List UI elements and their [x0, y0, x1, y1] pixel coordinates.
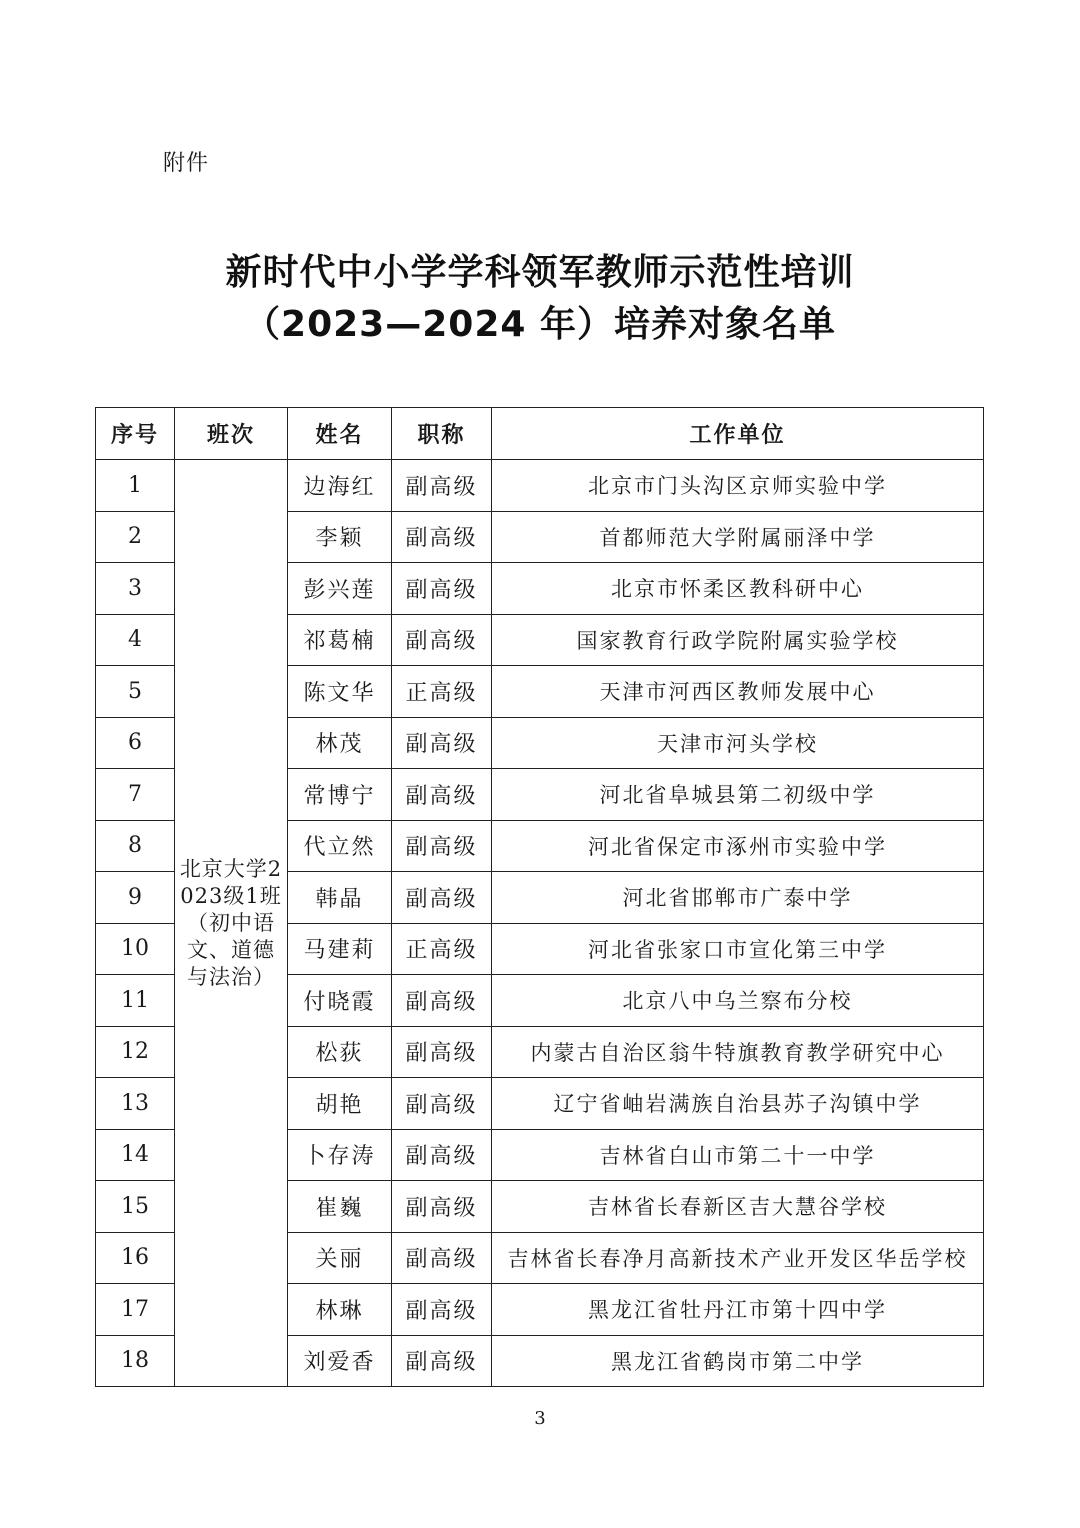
professional-title: 副高级 [392, 511, 492, 563]
professional-title: 副高级 [392, 460, 492, 512]
person-name: 李颖 [288, 511, 392, 563]
person-name: 彭兴莲 [288, 563, 392, 615]
work-unit: 首都师范大学附属丽泽中学 [492, 511, 984, 563]
person-name: 马建莉 [288, 923, 392, 975]
work-unit: 北京八中乌兰察布分校 [492, 975, 984, 1027]
row-number: 4 [96, 614, 175, 666]
row-number: 2 [96, 511, 175, 563]
professional-title: 副高级 [392, 1078, 492, 1130]
row-number: 1 [96, 460, 175, 512]
person-name: 祁葛楠 [288, 614, 392, 666]
work-unit: 吉林省白山市第二十一中学 [492, 1129, 984, 1181]
work-unit: 吉林省长春净月高新技术产业开发区华岳学校 [492, 1232, 984, 1284]
column-header-title: 职称 [392, 408, 492, 460]
professional-title: 正高级 [392, 666, 492, 718]
work-unit: 河北省张家口市宣化第三中学 [492, 923, 984, 975]
row-number: 8 [96, 820, 175, 872]
row-number: 15 [96, 1181, 175, 1233]
work-unit: 黑龙江省鹤岗市第二中学 [492, 1335, 984, 1387]
row-number: 9 [96, 872, 175, 924]
professional-title: 副高级 [392, 872, 492, 924]
person-name: 林琳 [288, 1284, 392, 1336]
work-unit: 国家教育行政学院附属实验学校 [492, 614, 984, 666]
professional-title: 副高级 [392, 1026, 492, 1078]
table-header-row [96, 408, 984, 460]
document-title-line2: （2023—2024 年）培养对象名单 [244, 304, 836, 345]
work-unit: 北京市怀柔区教科研中心 [492, 563, 984, 615]
roster-table [95, 407, 984, 1387]
work-unit: 黑龙江省牡丹江市第十四中学 [492, 1284, 984, 1336]
document-title-line1: 新时代中小学学科领军教师示范性培训 [225, 252, 855, 293]
professional-title: 副高级 [392, 769, 492, 821]
page-number: 3 [534, 1408, 546, 1429]
table-row [96, 460, 984, 512]
row-number: 3 [96, 563, 175, 615]
professional-title: 副高级 [392, 975, 492, 1027]
person-name: 关丽 [288, 1232, 392, 1284]
professional-title: 副高级 [392, 1335, 492, 1387]
work-unit: 吉林省长春新区吉大慧谷学校 [492, 1181, 984, 1233]
row-number: 17 [96, 1284, 175, 1336]
row-number: 10 [96, 923, 175, 975]
professional-title: 副高级 [392, 717, 492, 769]
person-name: 代立然 [288, 820, 392, 872]
work-unit: 河北省邯郸市广泰中学 [492, 872, 984, 924]
row-number: 14 [96, 1129, 175, 1181]
class-name-cell: 北京大学2023级1班（初中语文、道德与法治） [175, 460, 288, 1387]
row-number: 7 [96, 769, 175, 821]
person-name: 松荻 [288, 1026, 392, 1078]
roster-body [96, 460, 984, 1387]
column-header-unit: 工作单位 [492, 408, 984, 460]
attachment-label: 附件 [163, 151, 210, 176]
professional-title: 副高级 [392, 820, 492, 872]
person-name: 林茂 [288, 717, 392, 769]
row-number: 5 [96, 666, 175, 718]
row-number: 6 [96, 717, 175, 769]
work-unit: 天津市河西区教师发展中心 [492, 666, 984, 718]
work-unit: 北京市门头沟区京师实验中学 [492, 460, 984, 512]
professional-title: 正高级 [392, 923, 492, 975]
person-name: 常博宁 [288, 769, 392, 821]
professional-title: 副高级 [392, 1232, 492, 1284]
work-unit: 河北省保定市涿州市实验中学 [492, 820, 984, 872]
person-name: 刘爱香 [288, 1335, 392, 1387]
person-name: 边海红 [288, 460, 392, 512]
row-number: 18 [96, 1335, 175, 1387]
work-unit: 内蒙古自治区翁牛特旗教育教学研究中心 [492, 1026, 984, 1078]
row-number: 13 [96, 1078, 175, 1130]
person-name: 胡艳 [288, 1078, 392, 1130]
work-unit: 辽宁省岫岩满族自治县苏子沟镇中学 [492, 1078, 984, 1130]
professional-title: 副高级 [392, 1284, 492, 1336]
column-header-name: 姓名 [288, 408, 392, 460]
row-number: 12 [96, 1026, 175, 1078]
column-header-class: 班次 [175, 408, 288, 460]
work-unit: 天津市河头学校 [492, 717, 984, 769]
person-name: 陈文华 [288, 666, 392, 718]
professional-title: 副高级 [392, 563, 492, 615]
professional-title: 副高级 [392, 614, 492, 666]
person-name: 付晓霞 [288, 975, 392, 1027]
professional-title: 副高级 [392, 1129, 492, 1181]
work-unit: 河北省阜城县第二初级中学 [492, 769, 984, 821]
professional-title: 副高级 [392, 1181, 492, 1233]
row-number: 16 [96, 1232, 175, 1284]
column-header-no: 序号 [96, 408, 175, 460]
person-name: 崔巍 [288, 1181, 392, 1233]
row-number: 11 [96, 975, 175, 1027]
person-name: 卜存涛 [288, 1129, 392, 1181]
person-name: 韩晶 [288, 872, 392, 924]
